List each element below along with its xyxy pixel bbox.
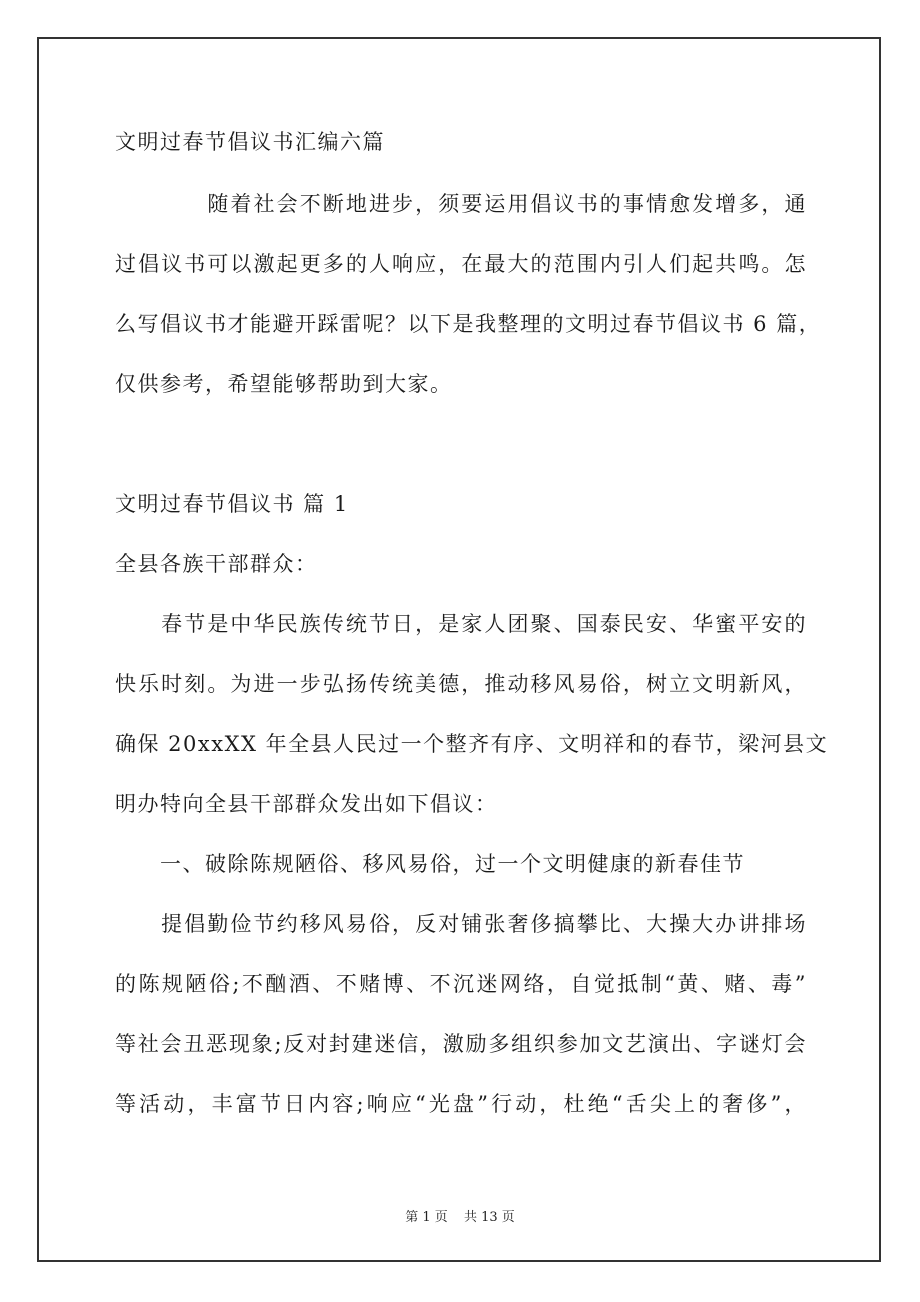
page-current: 第 1 页 [405, 1210, 448, 1225]
intro-line-1: 随着社会不断地进步，须要运用倡议书的事情愈发增多，通 [115, 192, 807, 216]
document-title: 文明过春节倡议书汇编六篇 [115, 130, 385, 154]
body-line-2: 快乐时刻。为进一步弘扬传统美德，推动移风易俗，树立文明新风， [115, 672, 807, 696]
body-line-3: 确保 20xxXX 年全县人民过一个整齐有序、文明祥和的春节，梁河县文 [115, 732, 829, 756]
intro-line-2: 过倡议书可以激起更多的人响应，在最大的范围内引人们起共鸣。怎 [115, 252, 807, 276]
body-line-8: 等社会丑恶现象;反对封建迷信，激励多组织参加文艺演出、字谜灯会 [115, 1032, 807, 1056]
intro-line-3: 么写倡议书才能避开踩雷呢？以下是我整理的文明过春节倡议书 6 篇， [115, 312, 822, 336]
body-line-5: 一、破除陈规陋俗、移风易俗，过一个文明健康的新春佳节 [115, 852, 745, 876]
body-line-9: 等活动，丰富节日内容;响应“光盘”行动，杜绝“舌尖上的奢侈”， [115, 1092, 807, 1116]
page-total: 共 13 页 [463, 1210, 515, 1225]
page-border [37, 37, 881, 1262]
intro-line-4: 仅供参考，希望能够帮助到大家。 [115, 372, 453, 396]
body-line-6: 提倡勤俭节约移风易俗，反对铺张奢侈搞攀比、大操大办讲排场 [115, 912, 807, 936]
body-line-1: 春节是中华民族传统节日，是家人团聚、国泰民安、华蜜平安的 [115, 612, 807, 636]
salutation: 全县各族干部群众： [115, 552, 318, 576]
body-line-7: 的陈规陋俗;不酗酒、不赌博、不沉迷网络，自觉抵制“黄、赌、毒” [115, 972, 807, 996]
page-footer [0, 1206, 920, 1225]
body-line-4: 明办特向全县干部群众发出如下倡议： [115, 792, 498, 816]
section-heading: 文明过春节倡议书 篇 1 [115, 492, 349, 516]
